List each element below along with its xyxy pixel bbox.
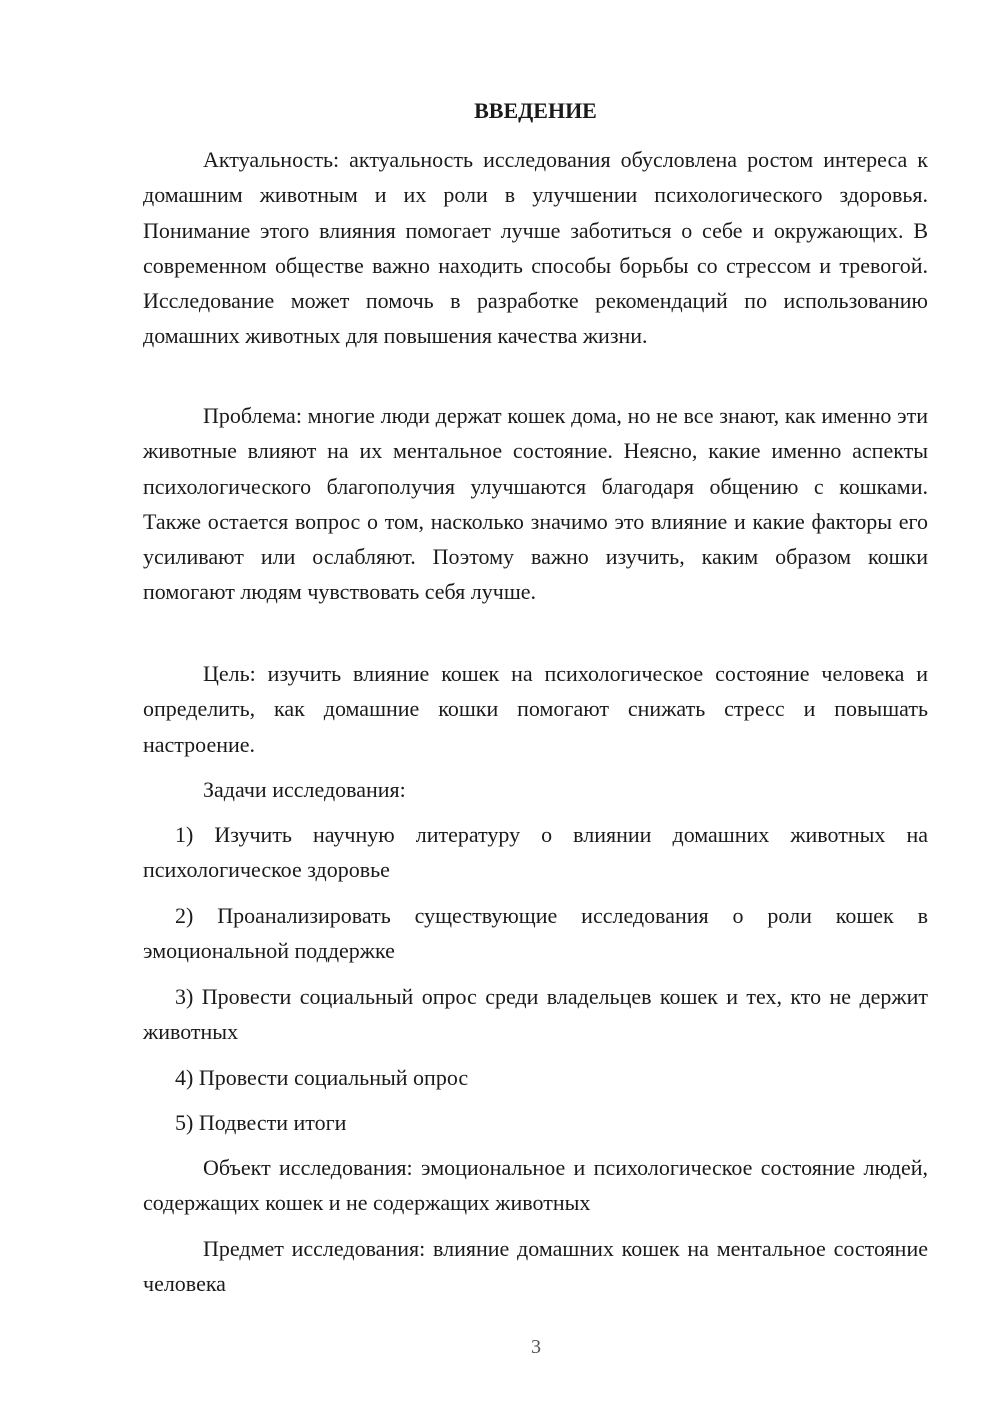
task-item-5: 5) Подвести итоги [175, 1110, 347, 1135]
section-title: ВВЕДЕНИЕ [474, 98, 597, 123]
task-item-4: 4) Провести социальный опрос [175, 1065, 469, 1090]
tasks-heading: Задачи исследования: [203, 777, 406, 802]
task-item-2: 2) Проанализировать существующие исследования о роли кошек в эмоциональной поддержке [143, 903, 928, 964]
paragraph-goal: Цель: изучить влияние кошек на психологическое состояние человека и определить, как домашние кошки помогают снижать стресс и повышать настроение. [143, 661, 928, 757]
task-item-1: 1) Изучить научную литературу о влиянии домашних животных на психологическое здоровье [143, 822, 928, 883]
task-item-3: 3) Провести социальный опрос среди владельцев кошек и тех, кто не держит животных [143, 984, 928, 1045]
paragraph-object: Объект исследования: эмоциональное и психологическое состояние людей, содержащих кошек и не содержащих животных [143, 1155, 928, 1216]
paragraph-relevance: Актуальность: актуальность исследования обусловлена ростом интереса к домашним животным и их роли в улучшении психологического здоровья. Понимание этого влияния помогает лучше заботиться о себе и окружающих. В современном обществе важно находить способы борьбы со стрессом и тревогой. Исследование может помочь в разработке рекомендаций по использованию домашних животных для повышения качества жизни. [143, 147, 928, 349]
paragraph-problem: Проблема: многие люди держат кошек дома, но не все знают, как именно эти животные влияют на их ментальное состояние. Неясно, какие именно аспекты психологического благополучия улучшаются благодаря общению с кошками. Также остается вопрос о том, насколько значимо это влияние и какие факторы его усиливают или ослабляют. Поэтому важно изучить, каким образом кошки помогают людям чувствовать себя лучше. [143, 403, 928, 605]
paragraph-subject: Предмет исследования: влияние домашних кошек на ментальное состояние человека [143, 1236, 928, 1297]
page-number: 3 [531, 1336, 541, 1358]
